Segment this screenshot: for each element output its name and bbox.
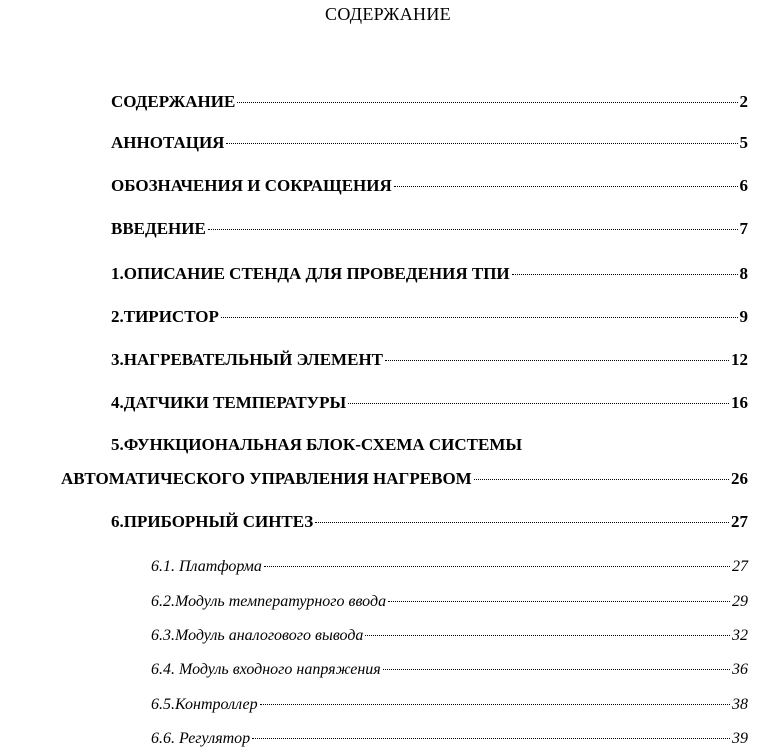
toc-entry-title: 4.ДАТЧИКИ ТЕМПЕРАТУРЫ xyxy=(111,393,347,412)
toc-entry[interactable] xyxy=(111,132,748,154)
toc-subentry-title: 6.3.Модуль аналогового вывода xyxy=(151,627,364,644)
toc-subentry-page: 29 xyxy=(732,593,748,610)
toc-entry[interactable] xyxy=(111,306,748,328)
toc-subentry-page: 39 xyxy=(732,730,748,747)
toc-entry-title: 2.ТИРИСТОР xyxy=(111,307,219,326)
dot-leader xyxy=(208,229,738,230)
toc-subentry-page: 32 xyxy=(732,627,748,644)
dot-leader xyxy=(385,360,729,361)
toc-entry[interactable] xyxy=(111,511,748,533)
dot-leader xyxy=(512,274,738,275)
toc-subentry[interactable] xyxy=(151,728,748,750)
toc-entry-page: 2 xyxy=(739,92,748,111)
toc-subentry-page: 38 xyxy=(732,696,748,713)
toc-entry-page: 8 xyxy=(739,264,748,283)
toc-entry-title: 1.ОПИСАНИЕ СТЕНДА ДЛЯ ПРОВЕДЕНИЯ ТПИ xyxy=(111,264,510,283)
toc-entry-page: 6 xyxy=(739,176,748,195)
toc-entry-title-line2: АВТОМАТИЧЕСКОГО УПРАВЛЕНИЯ НАГРЕВОМ xyxy=(61,469,472,488)
toc-entry-page: 7 xyxy=(739,219,748,238)
page-title: СОДЕРЖАНИЕ xyxy=(325,4,451,24)
toc-subentry-title: 6.2.Модуль температурного ввода xyxy=(151,593,387,610)
toc-subentry-title: 6.1. Платформа xyxy=(151,558,262,575)
toc-subentry-page: 27 xyxy=(732,558,748,575)
toc-entry[interactable] xyxy=(111,91,748,113)
toc-entry[interactable] xyxy=(111,175,748,197)
toc-entry[interactable] xyxy=(111,349,748,371)
toc-entry[interactable] xyxy=(111,263,748,285)
dot-leader xyxy=(388,601,730,602)
dot-leader xyxy=(264,566,730,567)
toc-entry-page: 9 xyxy=(739,307,748,326)
toc-entry-page: 5 xyxy=(739,133,748,152)
dot-leader xyxy=(474,479,729,480)
dot-leader xyxy=(365,635,730,636)
toc-entry-title: 6.ПРИБОРНЫЙ СИНТЕЗ xyxy=(111,512,314,531)
dot-leader xyxy=(221,317,738,318)
dot-leader xyxy=(383,669,730,670)
dot-leader xyxy=(260,704,730,705)
toc-subentry[interactable] xyxy=(151,625,748,647)
dot-leader xyxy=(237,102,737,103)
toc-entry-page: 12 xyxy=(731,350,748,369)
toc-subentry[interactable] xyxy=(151,591,748,613)
toc-subentry-title: 6.5.Контроллер xyxy=(151,696,258,713)
toc-entry-title: ОБОЗНАЧЕНИЯ И СОКРАЩЕНИЯ xyxy=(111,176,392,195)
toc-entry-title: ВВЕДЕНИЕ xyxy=(111,219,206,238)
toc-subentry-page: 36 xyxy=(732,661,748,678)
toc-entry[interactable] xyxy=(111,218,748,240)
toc-subentry[interactable] xyxy=(151,659,748,681)
toc-entry-page: 26 xyxy=(731,469,748,488)
toc-entry[interactable] xyxy=(61,468,748,490)
toc-entry-title: АННОТАЦИЯ xyxy=(111,133,225,152)
toc-subentry[interactable] xyxy=(151,694,748,716)
dot-leader xyxy=(315,522,729,523)
toc-entry-title: СОДЕРЖАНИЕ xyxy=(111,92,236,111)
toc-subentry[interactable] xyxy=(151,556,748,578)
toc-entry[interactable] xyxy=(111,392,748,414)
toc-entry-page: 16 xyxy=(731,393,748,412)
dot-leader xyxy=(394,186,738,187)
dot-leader xyxy=(348,403,729,404)
toc-entry-page: 27 xyxy=(731,512,748,531)
toc-entry-title-line1[interactable]: 5.ФУНКЦИОНАЛЬНАЯ БЛОК-СХЕМА СИСТЕМЫ xyxy=(111,435,523,454)
dot-leader xyxy=(252,738,730,739)
dot-leader xyxy=(226,143,737,144)
toc-entry-title: 3.НАГРЕВАТЕЛЬНЫЙ ЭЛЕМЕНТ xyxy=(111,350,383,369)
toc-subentry-title: 6.4. Модуль входного напряжения xyxy=(151,661,381,678)
toc-subentry-title: 6.6. Регулятор xyxy=(151,730,251,747)
